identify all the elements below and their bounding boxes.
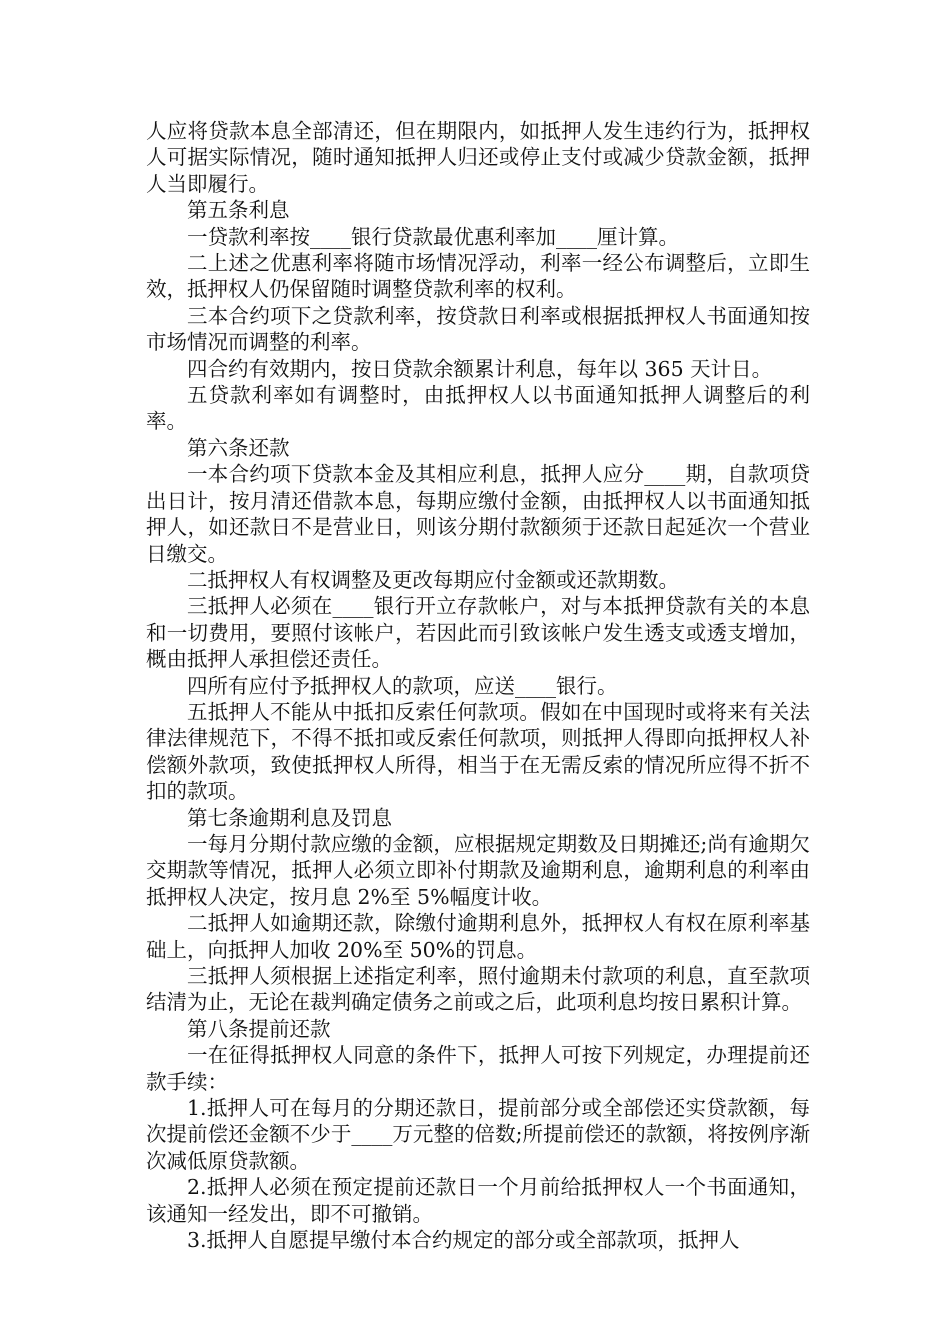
article-7-heading: 第七条逾期利息及罚息 bbox=[187, 805, 392, 830]
article-5-clause-5: 五贷款利率如有调整时，由抵押权人以书面通知抵押人调整后的利率。 bbox=[146, 383, 810, 434]
article-6-clause-5: 五抵押人不能从中抵扣反索任何款项。假如在中国现时或将来有关法律法律规范下，不得不抵扣或反索任何款项，则抵押人得即向抵押权人补偿额外款项，致使抵押权人所得，相当于在无需反索的情况所应得不折不扣的款项。 bbox=[146, 699, 810, 804]
article-8-item-2: 2.抵押人必须在预定提前还款日一个月前给抵押权人一个书面通知，该通知一经发出，即不可撤销。 bbox=[146, 1175, 810, 1226]
article-6-clause-3: 三抵押人必须在____银行开立存款帐户，对与本抵押贷款有关的本息和一切费用，要照付该帐户，若因此而引致该帐户发生透支或透支增加，概由抵押人承担偿还责任。 bbox=[146, 594, 810, 672]
article-8-heading: 第八条提前还款 bbox=[187, 1016, 331, 1041]
article-6-clause-1: 一本合约项下贷款本金及其相应利息，抵押人应分____期，自款项贷出日计，按月清还借款本息，每期应缴付金额，由抵押权人以书面通知抵押人，如还款日不是营业日，则该分期付款额须于还款日起延次一个营业日缴交。 bbox=[146, 462, 810, 566]
paragraph-continuation: 人应将贷款本息全部清还，但在期限内，如抵押人发生违约行为，抵押权人可据实际情况，随时通知抵押人归还或停止支付或减少贷款金额，抵押人当即履行。 bbox=[146, 119, 810, 196]
article-8-item-3: 3.抵押人自愿提早缴付本合约规定的部分或全部款项，抵押人 bbox=[187, 1228, 740, 1253]
article-5-heading: 第五条利息 bbox=[187, 198, 290, 223]
article-5-clause-3: 三本合约项下之贷款利率，按贷款日利率或根据抵押权人书面通知按市场情况而调整的利率。 bbox=[146, 303, 810, 355]
article-5-clause-2: 二上述之优惠利率将随市场情况浮动，利率一经公布调整后，立即生效，抵押权人仍保留随时调整贷款利率的权利。 bbox=[146, 251, 810, 302]
article-5-clause-4: 四合约有效期内，按日贷款余额累计利息，每年以 365 天计日。 bbox=[187, 356, 773, 381]
article-8-clause-1: 一在征得抵押权人同意的条件下，抵押人可按下列规定，办理提前还款手续： bbox=[146, 1043, 810, 1094]
article-7-clause-2: 二抵押人如逾期还款，除缴付逾期利息外，抵押权人有权在原利率基础上，向抵押人加收 20%至 50%的罚息。 bbox=[146, 911, 810, 962]
article-6-clause-4: 四所有应付予抵押权人的款项，应送____银行。 bbox=[187, 673, 618, 698]
article-7-clause-3: 三抵押人须根据上述指定利率，照付逾期未付款项的利息，直至款项结清为止，无论在裁判确定债务之前或之后，此项利息均按日累积计算。 bbox=[146, 964, 810, 1015]
article-6-clause-2: 二抵押权人有权调整及更改每期应付金额或还款期数。 bbox=[187, 567, 679, 592]
article-5-clause-1: 一贷款利率按____银行贷款最优惠利率加____厘计算。 bbox=[187, 224, 679, 249]
article-6-heading: 第六条还款 bbox=[187, 435, 290, 460]
article-7-clause-1: 一每月分期付款应缴的金额，应根据规定期数及日期摊还;尚有逾期欠交期款等情况，抵押人必须立即补付期款及逾期利息，逾期利息的利率由抵押权人决定，按月息 2%至 5%幅度计收。 bbox=[146, 831, 810, 909]
document-body bbox=[146, 118, 810, 1253]
article-8-item-1: 1.抵押人可在每月的分期还款日，提前部分或全部偿还实贷款额，每次提前偿还金额不少于____万元整的倍数;所提前偿还的款额，将按例序渐次减低原贷款额。 bbox=[146, 1096, 810, 1173]
